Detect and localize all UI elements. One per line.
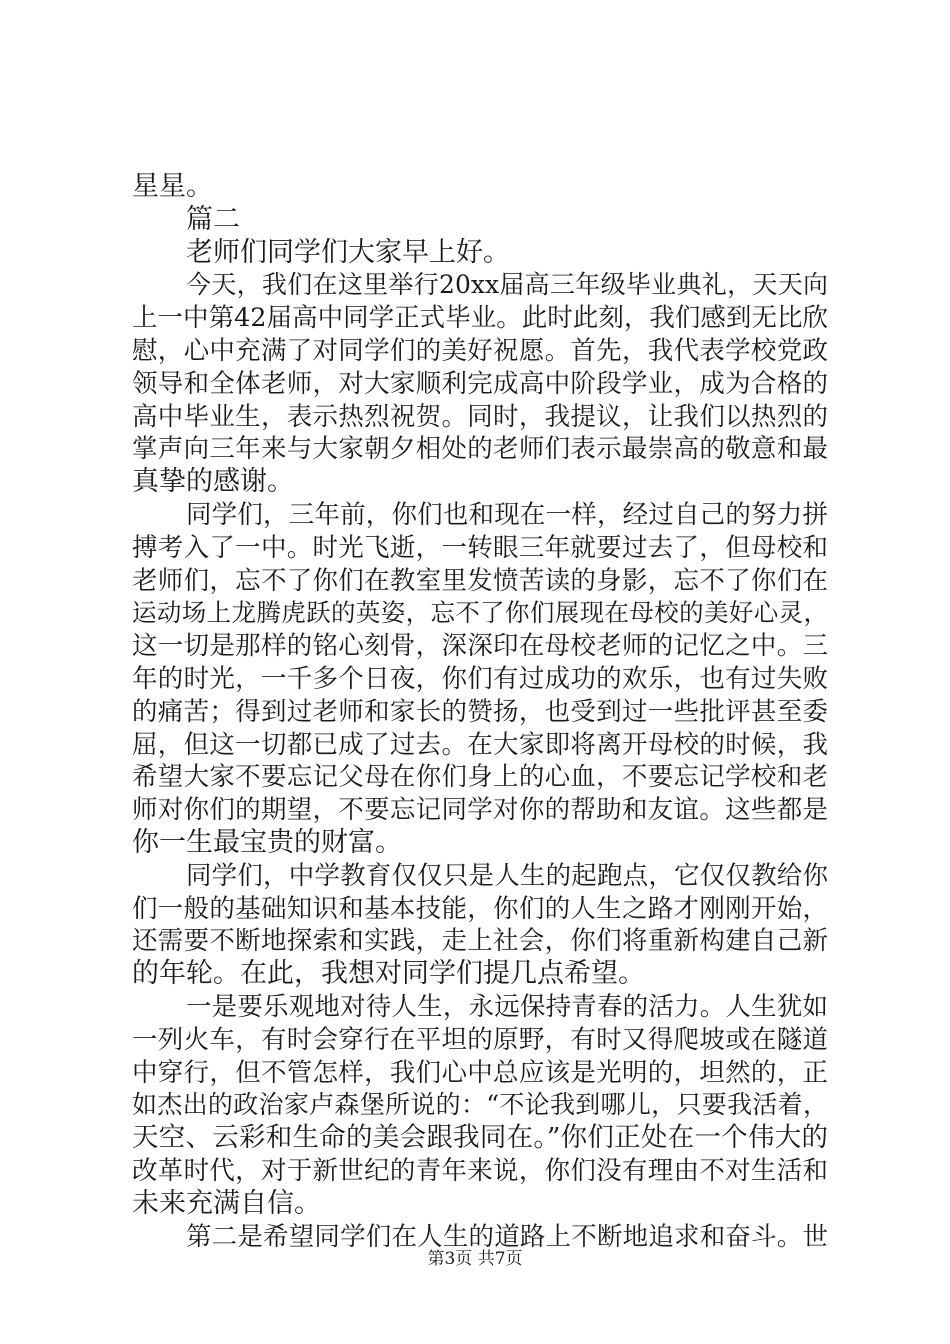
text-line: 同学们，三年前，你们也和现在一样，经过自己的努力拼 bbox=[186, 499, 828, 530]
page-footer: 第3页 共7页 bbox=[427, 1249, 523, 1269]
text-line: 如杰出的政治家卢森堡所说的：“不论我到哪儿，只要我活着， bbox=[132, 1090, 828, 1120]
text-line: 领导和全体老师，对大家顺利完成高中阶段学业，成为合格的 bbox=[132, 368, 828, 399]
text-line: 中穿行，但不管怎样，我们心中总应该是光明的，坦然的，正 bbox=[132, 1057, 828, 1088]
text-line: 你一生最宝贵的财富。 bbox=[132, 826, 402, 858]
text-line: 搏考入了一中。时光飞逝，一转眼三年就要过去了，但母校和 bbox=[132, 532, 828, 563]
text-line: 同学们，中学教育仅仅只是人生的起跑点，它仅仅教给你 bbox=[186, 860, 828, 891]
text-line: 希望大家不要忘记父母在你们身上的心血，不要忘记学校和老 bbox=[132, 762, 828, 793]
document-body bbox=[132, 171, 828, 1253]
text-line: 一列火车，有时会穿行在平坦的原野，有时又得爬坡或在隧道 bbox=[132, 1024, 828, 1055]
text-line: 运动场上龙腾虎跃的英姿，忘不了你们展现在母校的美好心灵， bbox=[132, 598, 828, 628]
text-line: 真挚的感谢。 bbox=[132, 466, 294, 498]
text-line: 还需要不断地探索和实践，走上社会，你们将重新构建自己新 bbox=[132, 926, 828, 957]
text-line: 这一切是那样的铭心刻骨，深深印在母校老师的记忆之中。三 bbox=[132, 631, 828, 662]
text-line: 们一般的基础知识和基本技能，你们的人生之路才刚刚开始， bbox=[132, 893, 828, 924]
text-line: 星星。 bbox=[132, 171, 213, 202]
text-line: 天空、云彩和生命的美会跟我同在。”你们正处在一个伟大的 bbox=[132, 1122, 828, 1154]
text-line: 未来充满自信。 bbox=[132, 1187, 321, 1219]
text-line: 改革时代，对于新世纪的青年来说，你们没有理由不对生活和 bbox=[132, 1155, 828, 1186]
text-line: 一是要乐观地对待人生，永远保持青春的活力。人生犹如 bbox=[186, 991, 828, 1022]
text-line: 上一中第42届高中同学正式毕业。此时此刻，我们感到无比欣 bbox=[132, 303, 828, 334]
text-line: 老师们，忘不了你们在教室里发愤苦读的身影，忘不了你们在 bbox=[132, 565, 828, 596]
text-line: 年的时光，一千多个日夜，你们有过成功的欢乐，也有过失败 bbox=[132, 663, 828, 694]
text-line: 高中毕业生，表示热烈祝贺。同时，我提议，让我们以热烈的 bbox=[132, 401, 828, 432]
text-line: 的年轮。在此，我想对同学们提几点希望。 bbox=[132, 958, 645, 990]
text-line: 今天，我们在这里举行20xx届高三年级毕业典礼，天天向 bbox=[186, 270, 828, 300]
text-line: 的痛苦；得到过老师和家长的赞扬，也受到过一些批评甚至委 bbox=[132, 696, 828, 727]
text-line: 师对你们的期望，不要忘记同学对你的帮助和友谊。这些都是 bbox=[132, 795, 828, 826]
text-line: 老师们同学们大家早上好。 bbox=[186, 236, 510, 268]
text-line: 屈，但这一切都已成了过去。在大家即将离开母校的时候，我 bbox=[132, 729, 828, 760]
text-line: 篇二 bbox=[186, 203, 240, 235]
text-line: 掌声向三年来与大家朝夕相处的老师们表示最崇高的敬意和最 bbox=[132, 434, 828, 465]
text-line: 第二是希望同学们在人生的道路上不断地追求和奋斗。世 bbox=[186, 1221, 828, 1252]
text-line: 慰，心中充满了对同学们的美好祝愿。首先，我代表学校党政 bbox=[132, 335, 828, 366]
